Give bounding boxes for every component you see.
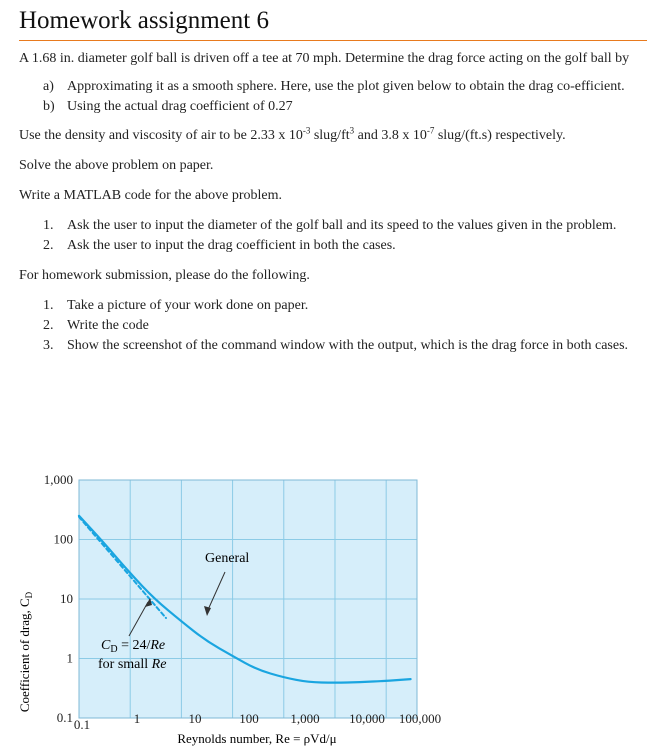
y-tick-label: 1,000 [43, 472, 73, 487]
x-tick-label: 10,000 [349, 711, 385, 726]
y-tick-labels [44, 472, 73, 725]
problem-statement: A 1.68 in. diameter golf ball is driven off a tee at 70 mph. Determine the drag force acting on the golf ball by [19, 51, 630, 66]
x-tick-label: 0.1 [73, 717, 91, 732]
list-text: Take a picture of your work done on paper. [67, 298, 309, 313]
list-marker: 3. [43, 338, 54, 353]
matlab-list [19, 216, 649, 256]
list-item [19, 336, 649, 356]
list-item [19, 316, 649, 336]
x-tick-label: 100,000 [398, 711, 442, 726]
x-tick-label: 10 [188, 711, 202, 726]
list-marker: 2. [43, 318, 54, 333]
list-text: Using the actual drag coefficient of 0.27 [67, 99, 293, 114]
cd-annotation: $C_D = 24/Re$ [101, 638, 166, 655]
title-divider [19, 40, 647, 41]
list-item [19, 77, 649, 97]
air-properties-note: Use the density and viscosity of air to be 2.33 x $10^{-3}$ slug/$ft^3$ and 3.8 x $10^{-7}$ slug/(ft.s) respectively. [19, 125, 566, 143]
x-tick-label: 100 [239, 711, 259, 726]
x-axis-label: Reynolds number, Re = ρVd/μ [177, 731, 337, 746]
matlab-intro: Write a MATLAB code for the above problem. [19, 188, 283, 203]
y-tick-label: 1 [66, 650, 73, 666]
list-item [19, 97, 649, 117]
list-marker: 1. [43, 218, 54, 233]
y-tick-label: 0.1 [56, 710, 73, 725]
general-annotation: General [205, 551, 250, 566]
drag-coefficient-chart [0, 462, 460, 753]
list-marker: 1. [43, 298, 54, 313]
list-item [19, 236, 649, 256]
list-marker: b) [43, 99, 55, 114]
y-tick-label: 100 [53, 531, 73, 547]
document-page [19, 0, 649, 356]
submission-list [19, 296, 649, 356]
page-title: Homework assignment 6 [19, 7, 269, 34]
x-tick-label: 1 [133, 711, 141, 726]
list-text: Ask the user to input the drag coefficient in both the cases. [67, 238, 396, 253]
list-item [19, 216, 649, 236]
x-tick-label: 1,000 [290, 711, 320, 726]
problem-parts-list [19, 77, 649, 117]
list-text: Write the code [67, 318, 149, 333]
list-marker: 2. [43, 238, 54, 253]
list-text: Ask the user to input the diameter of the golf ball and its speed to the values given in the problem. [67, 218, 617, 233]
list-text: Approximating it as a smooth sphere. Here, use the plot given below to obtain the drag co-efficient. [67, 79, 625, 94]
y-tick-label: 10 [60, 591, 73, 606]
y-axis-label: Coefficient of drag, $C_D$ [17, 591, 34, 713]
submission-intro: For homework submission, please do the following. [19, 268, 310, 283]
list-item [19, 296, 649, 316]
list-text: Show the screenshot of the command window with the output, which is the drag force in both cases. [67, 338, 629, 353]
list-marker: a) [43, 79, 54, 94]
small-re-annotation: for small Re [98, 657, 167, 672]
solve-note: Solve the above problem on paper. [19, 158, 214, 173]
